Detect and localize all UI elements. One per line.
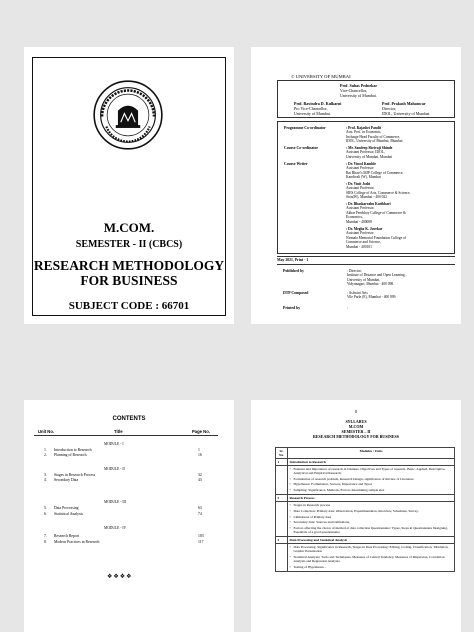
unit-number: 6.	[44, 512, 47, 516]
subject-code: SUBJECT CODE : 66701	[68, 300, 190, 312]
col-title: Title	[114, 429, 123, 434]
degree-title: M.COM.	[103, 220, 155, 235]
col-unit-no: Unit No.	[38, 429, 55, 434]
module-topics: • Data Processing: Significance in Research, Stages in Data Processing: Editing, Coding, Classification, Tabulation, Graphic Presentation • Statistical Analysis: Tools and Techniques, Measures of Central Tendency, Measures of Dispersion, Correlation Analysis and Regression Analysis. • Testing of Hypotheses –	[288, 544, 455, 572]
module-heading: MODULE - III	[104, 500, 126, 504]
course-writer-label: Course Writer	[284, 162, 308, 166]
official-director: Prof. Prakash Mahanwar Director, IDOL, University of Mumbai.	[382, 101, 431, 116]
contents-title: CONTENTS	[112, 416, 146, 422]
divider	[277, 256, 455, 257]
module-row: 2 Research Process	[276, 495, 455, 502]
col-page-no: Page No.	[192, 429, 210, 434]
header-rule	[34, 435, 218, 436]
published-by-label: Published by	[283, 269, 304, 273]
print-edition: May 2021, Print - 1	[277, 258, 309, 262]
programme-coordinator-label: Programme Co-ordinator	[284, 126, 326, 130]
printed-by-value: :	[347, 306, 348, 310]
module-row: 3 Data Processing and Statistical Analysis	[276, 537, 455, 544]
module-content-row	[276, 544, 455, 572]
unit-page: 117	[198, 540, 204, 544]
table-header-row	[276, 448, 455, 459]
syllabus-table	[275, 447, 455, 572]
writer-2-details: : Dr. Vinit Joshi Assistant Professor, SIES College of Arts, Commerce & Science, Sion(W), Mumbai - 400 022	[346, 182, 411, 200]
syllabus-degree: M.COM	[348, 424, 364, 429]
unit-number: 2.	[44, 453, 47, 457]
official-vc: Prof. Suhas Pednekar Vice-Chancellor, University of Mumbai.	[340, 83, 378, 98]
unit-number: 4.	[44, 478, 47, 482]
programme-coordinator-details: : Prof. Rajashri Pandit Asst. Prof. in Economic, Incharge Head Faculty of Commerce, IDOL, University of Mumbai, Mumbai	[346, 126, 403, 144]
module-topics: • Stages in Research process • Data Collection: Primary data: Observation, Experimentation, Interview, Schedules, Survey, • Limitations of Primary data • Secondary data: Sources and Limitations, • Factors affecting the choice of method of data collection Questionnaire: Types, Steps in Questionnaire Designing, Essentials of a good questionnaire	[288, 502, 455, 537]
unit-page: 63	[198, 506, 202, 510]
official-pro-vc: Prof. Ravindra D. Kulkarni Pro Vice-Chancellor, University of Mumbai.	[294, 101, 342, 116]
writer-3-details: : Dr. Bhaskarrabu Karibhari Assistant Professor, Akbar Peerbhoy College of Commerce & Economics, Mumbai - 400008	[346, 202, 406, 224]
module-heading: MODULE - II	[104, 467, 125, 471]
module-content-row	[276, 502, 455, 537]
credits-page	[251, 47, 461, 324]
course-writer-details: : Dr. Vinod Kamble Assistant Professor Rai Bhavi's MJP College of Commerce, Kandivali (W), Mumbai	[346, 162, 404, 180]
unit-page: 32	[198, 473, 202, 477]
module-row: 1 Introduction to Research	[276, 459, 455, 466]
module-topics: • Features and Importance of research in business, Objectives and Types of research- Basic, Applied, Descriptive, Analytical and Empirical Research. • Formulation of research problem, Research Design, significance of Review of Literature • Hypotheses: Formulation, Sources, Importance and Types • Sampling: Significance, Methods, Factors determining sample size	[288, 466, 455, 495]
page-number: I	[355, 409, 357, 414]
module-heading: MODULE - I	[104, 442, 124, 446]
book-title-line-2: FOR BUSINESS	[80, 273, 178, 288]
unit-number: 7.	[44, 534, 47, 538]
divider	[277, 264, 455, 265]
officials-box	[277, 80, 455, 118]
copyright-notice: © UNIVERSITY OF MUMBAI	[291, 74, 351, 79]
syllabus-heading: SYLLABUS	[345, 419, 367, 424]
end-ornament: ❖❖❖❖	[107, 574, 133, 580]
course-coordinator-label: Course Co-ordinator	[284, 146, 319, 150]
dtp-details: : Ashwini Arts Vile Parle (E), Mumbai - 400 099.	[347, 291, 397, 300]
unit-number: 1.	[44, 448, 47, 452]
syllabus-semester: SEMESTER – II	[341, 429, 371, 434]
unit-number: 8.	[44, 540, 47, 544]
unit-page: 1	[198, 448, 200, 452]
unit-title: Stages in Research Process	[54, 473, 96, 477]
unit-page: 74	[198, 512, 202, 516]
module-heading: MODULE - IV	[104, 526, 127, 530]
unit-number: 3.	[44, 473, 47, 477]
unit-page: 103	[198, 534, 204, 538]
unit-title: Secondary Data	[54, 478, 79, 482]
university-seal-logo	[92, 79, 164, 151]
published-by-details: : Director, Institute of Distance and Open Learning , University of Mumbai, Vidyanagari, Mumbai - 400 098.	[347, 269, 407, 287]
unit-title: Data Processing	[54, 506, 79, 510]
module-content-row	[276, 466, 455, 495]
syllabus-title: RESEARCH METHODOLOGY FOR BUSINESS	[313, 434, 399, 439]
writer-4-details: : Dr. Megha K. Juvekar Assistant Professor Nirmala Memorial Foundation College of Commerce and Science, Mumbai - 400101	[346, 227, 407, 249]
col-sr-no: Sr. No.	[276, 448, 288, 459]
unit-title: Modern Practices in Research	[54, 540, 100, 544]
contents-page	[24, 400, 234, 632]
unit-title: Research Report	[54, 534, 80, 538]
dtp-label: DTP Composed	[283, 291, 309, 295]
printed-by-label: Printed by	[283, 306, 301, 310]
unit-number: 5.	[44, 506, 47, 510]
unit-title: Introduction to Research	[54, 448, 92, 452]
syllabus-page	[251, 400, 461, 632]
book-title-line-1: RESEARCH METHODOLOGY	[33, 258, 225, 273]
coordinators-box	[277, 121, 455, 254]
col-modules-units: Modules / Units	[288, 448, 455, 459]
unit-title: Statistical Analysis	[54, 512, 84, 516]
unit-page: 16	[198, 453, 202, 457]
course-coordinator-details: : Mr. Sandeep Shrivaji Shinde Assistant Professor, IDOL, University of Mumbai, Mumbai	[346, 146, 393, 159]
unit-title: Planning of Research	[54, 453, 87, 457]
semester-label: SEMESTER - II (CBCS)	[75, 239, 183, 250]
cover-page	[24, 47, 234, 324]
unit-page: 43	[198, 478, 202, 482]
